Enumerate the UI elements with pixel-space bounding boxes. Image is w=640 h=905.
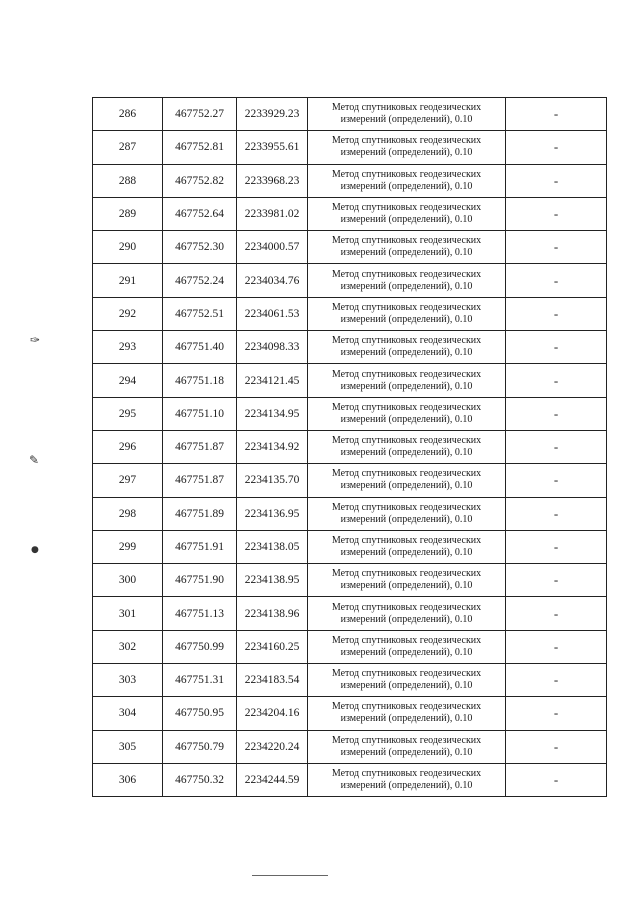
method-cell — [308, 730, 506, 763]
table-row — [93, 497, 607, 530]
method-cell — [308, 497, 506, 530]
scan-artifact-mark: ✎ — [29, 453, 40, 467]
point-number-cell: 301 — [93, 597, 163, 630]
y-coordinate-cell: 2234138.05 — [237, 530, 308, 563]
x-coordinate-cell: 467750.32 — [163, 763, 237, 796]
table-row — [93, 730, 607, 763]
point-number-cell: 286 — [93, 98, 163, 131]
y-coordinate-cell: 2234138.95 — [237, 564, 308, 597]
table-row — [93, 364, 607, 397]
method-line: измерений (определений), 0.10 — [340, 746, 473, 758]
method-line: Метод спутниковых геодезических — [331, 168, 482, 180]
point-number-cell: 295 — [93, 397, 163, 430]
y-coordinate-cell: 2234134.95 — [237, 397, 308, 430]
point-number-cell: 293 — [93, 331, 163, 364]
x-coordinate-cell: 467751.91 — [163, 530, 237, 563]
table-row — [93, 464, 607, 497]
x-coordinate-cell: 467750.99 — [163, 630, 237, 663]
method-cell — [308, 697, 506, 730]
x-coordinate-cell: 467752.51 — [163, 297, 237, 330]
coordinates-table — [92, 97, 607, 797]
method-line: Метод спутниковых геодезических — [331, 701, 482, 713]
note-cell: - — [506, 597, 607, 630]
y-coordinate-cell: 2233929.23 — [237, 98, 308, 131]
method-line: Метод спутниковых геодезических — [331, 768, 482, 780]
method-line: измерений (определений), 0.10 — [340, 580, 473, 592]
method-cell — [308, 630, 506, 663]
method-line: измерений (определений), 0.10 — [340, 147, 473, 159]
method-line: измерений (определений), 0.10 — [340, 114, 473, 126]
x-coordinate-cell: 467751.18 — [163, 364, 237, 397]
note-cell: - — [506, 430, 607, 463]
note-cell: - — [506, 763, 607, 796]
note-cell: - — [506, 664, 607, 697]
point-number-cell: 294 — [93, 364, 163, 397]
x-coordinate-cell: 467752.82 — [163, 164, 237, 197]
point-number-cell: 297 — [93, 464, 163, 497]
table-row — [93, 231, 607, 264]
method-line: измерений (определений), 0.10 — [340, 214, 473, 226]
table-row — [93, 597, 607, 630]
point-number-cell: 300 — [93, 564, 163, 597]
y-coordinate-cell: 2234183.54 — [237, 664, 308, 697]
note-cell: - — [506, 397, 607, 430]
method-cell — [308, 331, 506, 364]
y-coordinate-cell: 2234244.59 — [237, 763, 308, 796]
y-coordinate-cell: 2234138.96 — [237, 597, 308, 630]
table-row — [93, 630, 607, 663]
method-line: измерений (определений), 0.10 — [340, 613, 473, 625]
method-cell — [308, 564, 506, 597]
table-row — [93, 430, 607, 463]
y-coordinate-cell: 2234098.33 — [237, 331, 308, 364]
x-coordinate-cell: 467751.31 — [163, 664, 237, 697]
y-coordinate-cell: 2233968.23 — [237, 164, 308, 197]
table-row — [93, 131, 607, 164]
note-cell: - — [506, 331, 607, 364]
method-cell — [308, 530, 506, 563]
point-number-cell: 298 — [93, 497, 163, 530]
note-cell: - — [506, 564, 607, 597]
method-line: Метод спутниковых геодезических — [331, 268, 482, 280]
y-coordinate-cell: 2234160.25 — [237, 630, 308, 663]
method-cell — [308, 297, 506, 330]
y-coordinate-cell: 2234121.45 — [237, 364, 308, 397]
x-coordinate-cell: 467752.64 — [163, 197, 237, 230]
method-line: Метод спутниковых геодезических — [331, 301, 482, 313]
method-line: Метод спутниковых геодезических — [331, 634, 482, 646]
method-line: измерений (определений), 0.10 — [340, 413, 473, 425]
point-number-cell: 291 — [93, 264, 163, 297]
x-coordinate-cell: 467752.30 — [163, 231, 237, 264]
y-coordinate-cell: 2234204.16 — [237, 697, 308, 730]
note-cell: - — [506, 98, 607, 131]
method-line: Метод спутниковых геодезических — [331, 668, 482, 680]
note-cell: - — [506, 464, 607, 497]
x-coordinate-cell: 467751.90 — [163, 564, 237, 597]
point-number-cell: 290 — [93, 231, 163, 264]
method-line: измерений (определений), 0.10 — [340, 180, 473, 192]
note-cell: - — [506, 630, 607, 663]
x-coordinate-cell: 467750.95 — [163, 697, 237, 730]
x-coordinate-cell: 467751.10 — [163, 397, 237, 430]
method-line: измерений (определений), 0.10 — [340, 780, 473, 792]
scan-artifact-mark: ✑ — [30, 333, 41, 347]
table-row — [93, 564, 607, 597]
table-row — [93, 264, 607, 297]
x-coordinate-cell: 467750.79 — [163, 730, 237, 763]
note-cell: - — [506, 497, 607, 530]
method-line: Метод спутниковых геодезических — [331, 468, 482, 480]
method-line: Метод спутниковых геодезических — [331, 202, 482, 214]
table-row — [93, 98, 607, 131]
method-line: измерений (определений), 0.10 — [340, 313, 473, 325]
x-coordinate-cell: 467751.87 — [163, 464, 237, 497]
bottom-rule — [252, 875, 328, 876]
method-line: Метод спутниковых геодезических — [331, 734, 482, 746]
table-row — [93, 297, 607, 330]
method-cell — [308, 98, 506, 131]
method-line: измерений (определений), 0.10 — [340, 480, 473, 492]
method-cell — [308, 264, 506, 297]
y-coordinate-cell: 2234034.76 — [237, 264, 308, 297]
method-cell — [308, 397, 506, 430]
method-cell — [308, 197, 506, 230]
method-line: измерений (определений), 0.10 — [340, 247, 473, 259]
y-coordinate-cell: 2234220.24 — [237, 730, 308, 763]
point-number-cell: 289 — [93, 197, 163, 230]
scan-artifact-mark: ● — [31, 545, 39, 555]
method-cell — [308, 131, 506, 164]
table-row — [93, 763, 607, 796]
method-line: измерений (определений), 0.10 — [340, 447, 473, 459]
method-line: Метод спутниковых геодезических — [331, 235, 482, 247]
note-cell: - — [506, 197, 607, 230]
table-row — [93, 197, 607, 230]
method-line: измерений (определений), 0.10 — [340, 713, 473, 725]
y-coordinate-cell: 2234135.70 — [237, 464, 308, 497]
method-cell — [308, 164, 506, 197]
note-cell: - — [506, 164, 607, 197]
method-line: измерений (определений), 0.10 — [340, 347, 473, 359]
coordinates-table-body — [93, 98, 607, 797]
note-cell: - — [506, 364, 607, 397]
x-coordinate-cell: 467752.27 — [163, 98, 237, 131]
y-coordinate-cell: 2234061.53 — [237, 297, 308, 330]
point-number-cell: 292 — [93, 297, 163, 330]
point-number-cell: 296 — [93, 430, 163, 463]
method-line: Метод спутниковых геодезических — [331, 368, 482, 380]
method-line: Метод спутниковых геодезических — [331, 601, 482, 613]
point-number-cell: 288 — [93, 164, 163, 197]
table-row — [93, 397, 607, 430]
note-cell: - — [506, 730, 607, 763]
y-coordinate-cell: 2234000.57 — [237, 231, 308, 264]
method-line: измерений (определений), 0.10 — [340, 680, 473, 692]
note-cell: - — [506, 297, 607, 330]
x-coordinate-cell: 467751.89 — [163, 497, 237, 530]
point-number-cell: 304 — [93, 697, 163, 730]
y-coordinate-cell: 2234134.92 — [237, 430, 308, 463]
method-cell — [308, 597, 506, 630]
table-row — [93, 697, 607, 730]
point-number-cell: 287 — [93, 131, 163, 164]
point-number-cell: 306 — [93, 763, 163, 796]
y-coordinate-cell: 2233981.02 — [237, 197, 308, 230]
method-line: Метод спутниковых геодезических — [331, 568, 482, 580]
method-line: Метод спутниковых геодезических — [331, 435, 482, 447]
method-line: Метод спутниковых геодезических — [331, 335, 482, 347]
x-coordinate-cell: 467752.81 — [163, 131, 237, 164]
method-line: Метод спутниковых геодезических — [331, 535, 482, 546]
method-cell — [308, 763, 506, 796]
method-line: измерений (определений), 0.10 — [340, 280, 473, 292]
point-number-cell: 299 — [93, 530, 163, 563]
x-coordinate-cell: 467752.24 — [163, 264, 237, 297]
point-number-cell: 303 — [93, 664, 163, 697]
table-row — [93, 664, 607, 697]
note-cell: - — [506, 231, 607, 264]
x-coordinate-cell: 467751.87 — [163, 430, 237, 463]
note-cell: - — [506, 264, 607, 297]
method-cell — [308, 364, 506, 397]
point-number-cell: 302 — [93, 630, 163, 663]
method-line: Метод спутниковых геодезических — [331, 401, 482, 413]
x-coordinate-cell: 467751.13 — [163, 597, 237, 630]
method-cell — [308, 430, 506, 463]
method-line: Метод спутниковых геодезических — [331, 501, 482, 513]
method-cell — [308, 664, 506, 697]
x-coordinate-cell: 467751.40 — [163, 331, 237, 364]
method-line: измерений (определений), 0.10 — [340, 513, 473, 525]
table-row — [93, 331, 607, 364]
method-cell — [308, 231, 506, 264]
table-row — [93, 164, 607, 197]
method-line: измерений (определений), 0.10 — [340, 547, 473, 558]
note-cell: - — [506, 131, 607, 164]
table-row — [93, 530, 607, 563]
method-line: измерений (определений), 0.10 — [340, 646, 473, 658]
point-number-cell: 305 — [93, 730, 163, 763]
method-cell — [308, 464, 506, 497]
y-coordinate-cell: 2233955.61 — [237, 131, 308, 164]
y-coordinate-cell: 2234136.95 — [237, 497, 308, 530]
method-line: Метод спутниковых геодезических — [331, 135, 482, 147]
method-line: Метод спутниковых геодезических — [331, 102, 482, 114]
note-cell: - — [506, 697, 607, 730]
note-cell: - — [506, 530, 607, 563]
method-line: измерений (определений), 0.10 — [340, 380, 473, 392]
